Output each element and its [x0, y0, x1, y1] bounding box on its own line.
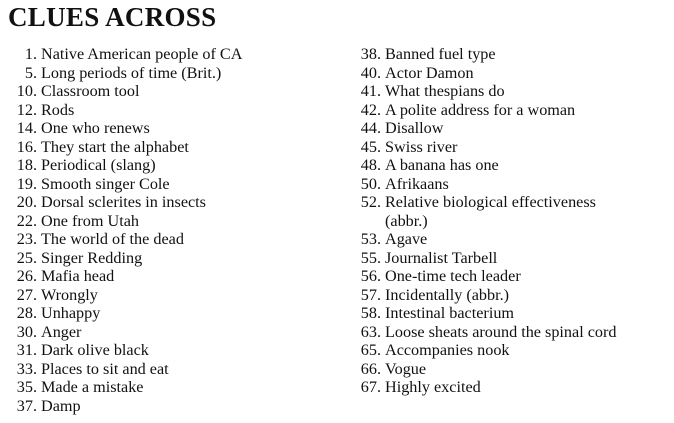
clue-text: Swiss river: [385, 137, 458, 156]
clue-number: 52.: [360, 193, 381, 211]
clue-item: [354, 193, 672, 212]
clue-text: Places to sit and eat: [41, 359, 169, 378]
clue-text: Dorsal sclerites in insects: [41, 193, 206, 211]
clue-item: [10, 378, 340, 397]
clue-item: [10, 249, 340, 268]
clue-item: [10, 64, 340, 83]
clue-item: [354, 360, 672, 379]
clue-item: [10, 286, 340, 305]
clue-number: 58.: [360, 304, 381, 322]
clue-text: Anger: [41, 322, 82, 341]
clue-number: 22.: [16, 211, 37, 230]
clue-item: [10, 397, 340, 416]
clue-item: [354, 45, 672, 64]
clue-number: 35.: [16, 378, 37, 396]
clue-item: [10, 175, 340, 194]
clue-item: [354, 323, 672, 342]
clue-text: One-time tech leader: [385, 267, 521, 285]
clue-item: [354, 304, 672, 323]
clue-item: [354, 230, 672, 249]
clue-item: [10, 212, 340, 231]
clue-number: 20.: [16, 193, 37, 211]
clue-number: 48.: [360, 156, 381, 174]
clue-text: Smooth singer Cole: [41, 174, 170, 193]
clue-number: 57.: [360, 285, 381, 304]
clue-item: [10, 360, 340, 379]
clue-number: 31.: [16, 341, 37, 359]
clue-number: 55.: [360, 248, 381, 267]
clue-text: Highly excited: [385, 378, 481, 396]
clue-item: [354, 138, 672, 157]
clue-text: Journalist Tarbell: [385, 248, 498, 267]
clue-item: [10, 138, 340, 157]
clue-text: They start the alphabet: [41, 137, 189, 156]
clue-text: Rods: [41, 100, 75, 119]
clue-text: One who renews: [41, 119, 150, 137]
clue-number: 18.: [16, 156, 37, 174]
clue-text: Mafia head: [41, 267, 115, 285]
clue-number: 65.: [360, 341, 381, 359]
clue-number: 42.: [360, 100, 381, 119]
clue-number: 50.: [360, 174, 381, 193]
clue-text: Afrikaans: [385, 174, 449, 193]
clue-text: One from Utah: [41, 211, 139, 230]
clue-number: 19.: [16, 174, 37, 193]
clue-text: Relative biological effectiveness: [385, 193, 596, 211]
clue-item: [10, 230, 340, 249]
clue-text: Incidentally (abbr.): [385, 285, 510, 304]
clue-item: [354, 378, 672, 397]
clue-number: 40.: [360, 63, 381, 82]
clue-text-continuation: (abbr.): [385, 211, 428, 230]
clue-text: Dark olive black: [41, 341, 149, 359]
clue-text: A banana has one: [385, 156, 499, 174]
clue-number: 25.: [16, 248, 37, 267]
clue-number: 37.: [16, 396, 37, 415]
clue-number: 67.: [360, 378, 381, 396]
clue-item: [10, 45, 340, 64]
clue-text: Unhappy: [41, 304, 101, 322]
clue-item: [10, 323, 340, 342]
clue-number: 5.: [24, 63, 37, 82]
clue-item: [354, 286, 672, 305]
clue-text: Banned fuel type: [385, 45, 496, 63]
clue-text: Made a mistake: [41, 378, 144, 396]
clue-item: [10, 119, 340, 138]
clue-item: [10, 193, 340, 212]
clue-number: 66.: [360, 359, 381, 378]
clue-item: [10, 341, 340, 360]
clue-text: What thespians do: [385, 82, 505, 100]
clue-text: Intestinal bacterium: [385, 304, 515, 322]
clue-number: 63.: [360, 322, 381, 341]
clue-number: 23.: [16, 230, 37, 248]
clue-number: 41.: [360, 82, 381, 100]
clue-text: A polite address for a woman: [385, 100, 576, 119]
clues-left-column: [10, 45, 340, 415]
clue-item: [10, 82, 340, 101]
clue-number: 53.: [360, 230, 381, 248]
clue-number: 26.: [16, 267, 37, 285]
clue-text: Disallow: [385, 119, 444, 137]
clue-item: [354, 64, 672, 83]
clue-number: 14.: [16, 119, 37, 137]
clue-item: [354, 249, 672, 268]
clue-text: Vogue: [385, 359, 427, 378]
clue-item: [354, 82, 672, 101]
clue-text: The world of the dead: [41, 230, 184, 248]
clue-number: 1.: [24, 45, 37, 63]
clue-text: Wrongly: [41, 285, 98, 304]
clue-text: Loose sheats around the spinal cord: [385, 322, 617, 341]
clue-number: 38.: [360, 45, 381, 63]
clue-item: [354, 175, 672, 194]
clue-number: 44.: [360, 119, 381, 137]
clue-number: 30.: [16, 322, 37, 341]
clue-item: [10, 304, 340, 323]
clue-text: Singer Redding: [41, 248, 143, 267]
clues-right-column: [354, 45, 672, 397]
clue-item: [10, 156, 340, 175]
clue-text: Native American people of CA: [41, 45, 243, 63]
clue-number: 28.: [16, 304, 37, 322]
clue-text: Long periods of time (Brit.): [41, 63, 222, 82]
clue-number: 27.: [16, 285, 37, 304]
clue-text: Accompanies nook: [385, 341, 510, 359]
clue-item: [354, 341, 672, 360]
page-title: CLUES ACROSS: [8, 2, 217, 32]
clue-item: [10, 267, 340, 286]
clue-number: 56.: [360, 267, 381, 285]
clue-number: 10.: [16, 82, 37, 100]
clue-number: 45.: [360, 137, 381, 156]
clue-item: [354, 119, 672, 138]
clue-item: [354, 267, 672, 286]
clue-item: [354, 101, 672, 120]
clue-number: 16.: [16, 137, 37, 156]
clue-number: 33.: [16, 359, 37, 378]
clue-number: 12.: [16, 100, 37, 119]
clue-text: Damp: [41, 396, 81, 415]
clue-text: Actor Damon: [385, 63, 474, 82]
clue-text: Periodical (slang): [41, 156, 156, 174]
clue-item: [354, 156, 672, 175]
clue-item: [10, 101, 340, 120]
clue-text: Agave: [385, 230, 428, 248]
clue-text: Classroom tool: [41, 82, 140, 100]
